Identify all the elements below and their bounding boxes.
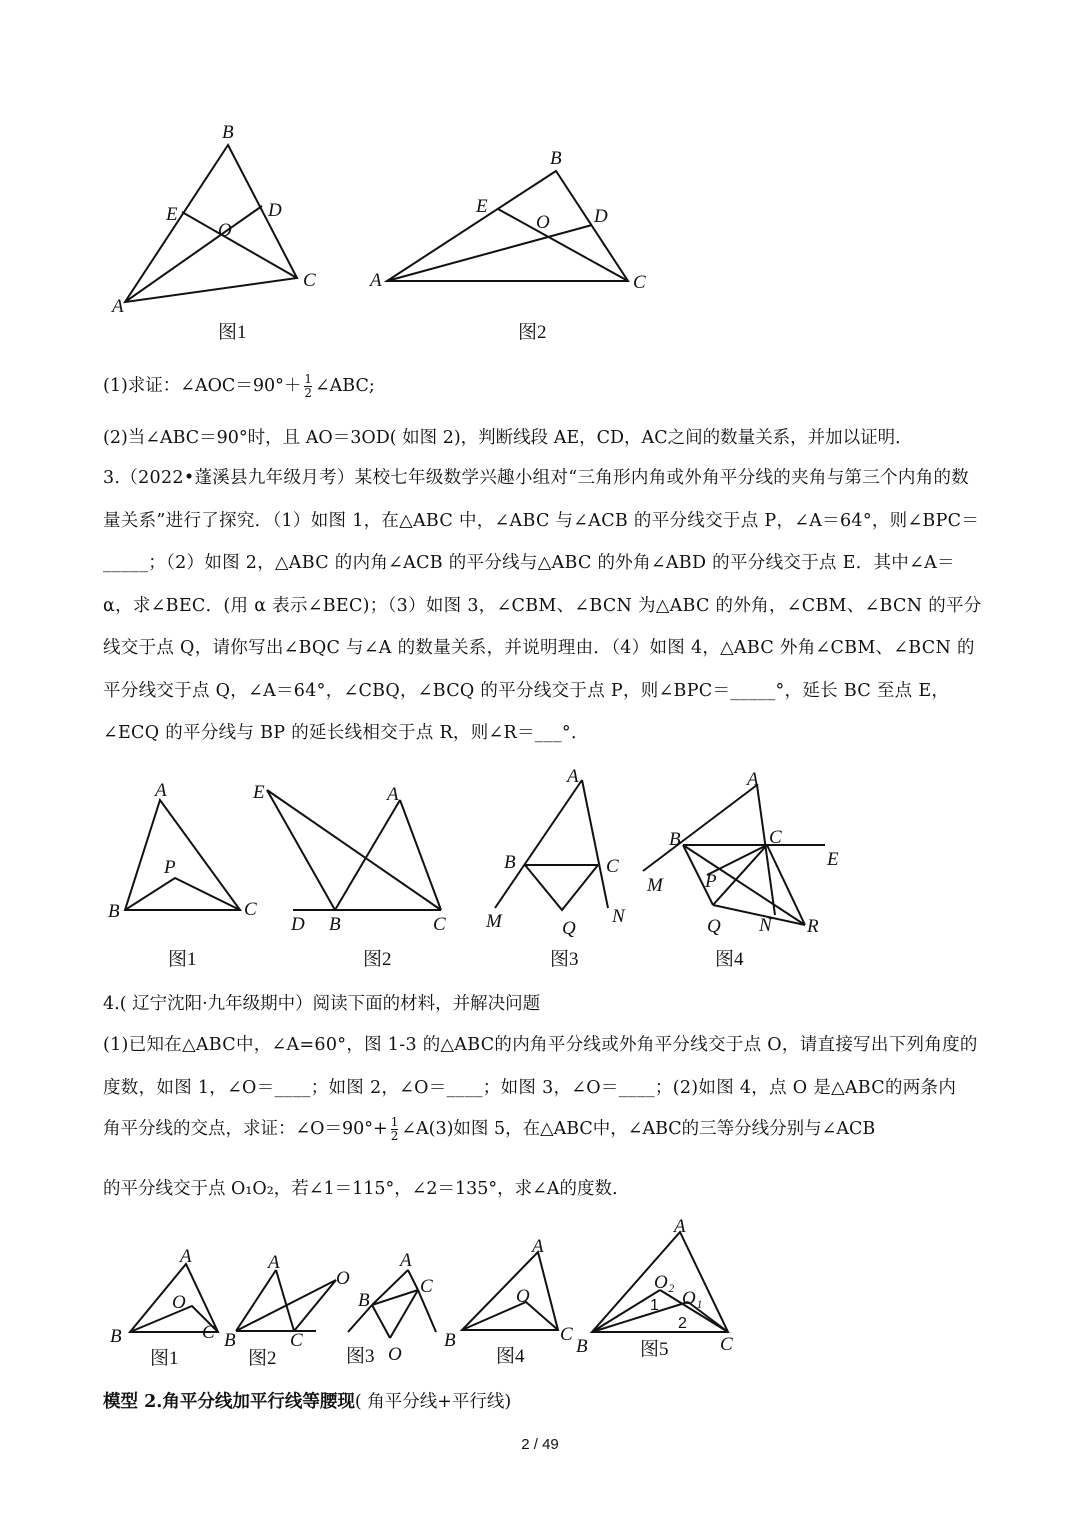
- label-b: B: [222, 122, 234, 143]
- line-q-c: [713, 845, 767, 905]
- triangle-abc: [125, 800, 240, 910]
- label-o2: O₂: [654, 1272, 675, 1293]
- label-a: A: [112, 296, 124, 317]
- bisectors-bqc: [525, 865, 598, 910]
- label-c: C: [433, 914, 446, 935]
- label-o: O: [536, 212, 550, 233]
- caption-fig2: 图2: [518, 322, 547, 343]
- figure-q4-4: [440, 1230, 585, 1375]
- figure-q4-5: [570, 1210, 755, 1375]
- caption-fig3: 图3: [550, 949, 579, 970]
- caption-fig1: 图1: [218, 322, 247, 343]
- figure-q3-3: [480, 760, 650, 975]
- fraction: [391, 1116, 399, 1143]
- label-d: D: [268, 200, 282, 221]
- label-o1: O₁: [682, 1288, 703, 1309]
- q2-part1: [103, 372, 375, 400]
- figure-q4-1: [100, 1240, 230, 1375]
- q4-body3: 的平分线交于点 O₁O₂，若∠1＝115°，∠2＝135°，求∠A的度数.: [103, 1179, 618, 1199]
- line-e-b: [267, 790, 335, 910]
- label-angle-2: 2: [678, 1315, 687, 1332]
- caption-fig4: 图4: [496, 1346, 525, 1367]
- label-d: D: [291, 914, 305, 935]
- caption-fig3: 图3: [346, 1346, 375, 1367]
- line-a-c: [276, 1270, 294, 1331]
- figure-top-1: [100, 110, 340, 350]
- line-a-d: [125, 206, 262, 302]
- label-a: A: [370, 270, 382, 291]
- label-b: B: [224, 1330, 236, 1351]
- label-o: O: [172, 1292, 186, 1313]
- label-e: E: [476, 196, 488, 217]
- label-a: A: [567, 766, 579, 787]
- q3-text: 3.（2022•蓬溪县九年级月考）某校七年级数学兴趣小组对“三角形内角或外角平分线的夹角与第三个内角的数量关系”进行了探究．（1）如图 1，在△ABC 中，∠ABC 与∠ACB 的平分线交于点 P，∠A＝64°，则∠BPC＝_____；（2）如图 2，△ABC 的内角∠ACB 的平分线与△ABC 的外角∠ABD 的平分线交于点 E．其中∠A＝α，求∠BEC．(用 α 表示∠BEC)；（3）如图 3，∠CBM、∠BCN 为△ABC 的外角，∠CBM、∠BCN 的平分线交于点 Q，请你写出∠BQC 与∠A 的数量关系，并说明理由．（4）如图 4，△ABC 外角∠CBM、∠BCN 的平分线交于点 Q，∠A＝64°，∠CBQ，∠BCQ 的平分线交于点 P，则∠BPC＝_____°，延长 BC 至点 E，∠ECQ 的平分线与 BP 的延长线相交于点 R，则∠R＝___°．: [103, 468, 982, 743]
- page-number: 2 / 49: [521, 1436, 559, 1453]
- label-b: B: [358, 1290, 370, 1311]
- label-b: B: [669, 829, 681, 850]
- q2-part1-suffix: ∠ABC;: [315, 376, 375, 396]
- label-b: B: [329, 914, 341, 935]
- label-c: C: [202, 1322, 215, 1343]
- label-c: C: [244, 899, 257, 920]
- line-a-d: [387, 225, 592, 281]
- label-n: N: [759, 915, 772, 936]
- label-n: N: [612, 906, 625, 927]
- label-a: A: [155, 780, 167, 801]
- label-o: O: [388, 1344, 402, 1365]
- label-e: E: [166, 204, 178, 225]
- label-c: C: [769, 827, 782, 848]
- q4-title: 4.( 辽宁沈阳·九年级期中）阅读下面的材料，并解决问题: [103, 994, 541, 1014]
- label-angle-1: 1: [650, 1297, 659, 1314]
- label-c: C: [633, 272, 646, 293]
- label-e: E: [827, 849, 839, 870]
- caption-fig5: 图5: [640, 1339, 669, 1360]
- label-d: D: [594, 206, 608, 227]
- label-c: C: [720, 1334, 733, 1355]
- q2-part1-prefix: (1)求证：∠AOC＝90°＋: [103, 376, 302, 396]
- label-o: O: [218, 220, 232, 241]
- model-heading-bold: 模型 2.角平分线加平行线等腰现: [103, 1392, 355, 1412]
- q4-body1: (1)已知在△ABC中，∠A=60°，图 1-3 的△ABC的内角平分线或外角平分线交于点 O，请直接写出下列角度的度数，如图 1，∠O＝____；如图 2，∠O＝____；如图 3，∠O＝____；(2)如图 4，点 O 是△ABC的两条内: [103, 1035, 978, 1098]
- fraction-numerator: 1: [304, 372, 312, 386]
- label-a: A: [532, 1236, 544, 1257]
- q4-body2-suffix: ∠A(3)如图 5，在△ABC中，∠ABC的三等分线分别与∠ACB: [401, 1119, 876, 1139]
- q2-part2: (2)当∠ABC＝90°时，且 AO＝3OD( 如图 2)，判断线段 AE，CD，AC之间的数量关系，并加以证明．: [103, 428, 913, 448]
- fraction-numerator: 1: [390, 1115, 399, 1129]
- label-r: R: [807, 916, 819, 937]
- label-a: A: [747, 769, 759, 790]
- label-c: C: [290, 1330, 303, 1351]
- model-heading-normal: ( 角平分线+平行线): [354, 1392, 512, 1412]
- label-c: C: [560, 1324, 573, 1345]
- fraction-denominator: 2: [390, 1129, 399, 1143]
- label-a: A: [400, 1250, 412, 1271]
- label-a: A: [674, 1216, 686, 1237]
- label-b: B: [108, 901, 120, 922]
- line-a-c: [400, 800, 441, 910]
- caption-fig4: 图4: [715, 949, 744, 970]
- caption-fig1: 图1: [168, 949, 197, 970]
- label-a: A: [180, 1246, 192, 1267]
- line-e-c: [267, 790, 441, 910]
- label-c: C: [606, 856, 619, 877]
- label-m: M: [647, 875, 663, 896]
- label-q: Q: [562, 918, 576, 939]
- line-o-c: [294, 1280, 336, 1331]
- line-a-c: [408, 1270, 418, 1290]
- label-b: B: [576, 1336, 588, 1357]
- figure-q4-3: [340, 1240, 450, 1375]
- label-q: Q: [707, 916, 721, 937]
- figure-top-2: [360, 140, 680, 350]
- model-heading: [103, 1388, 511, 1413]
- figure-q3-4: [635, 765, 860, 975]
- line-b-a: [335, 800, 400, 910]
- fraction-denominator: 2: [304, 386, 312, 400]
- label-b: B: [550, 148, 562, 169]
- label-m: M: [486, 911, 502, 932]
- label-b: B: [504, 852, 516, 873]
- label-a: A: [268, 1252, 280, 1273]
- label-p: P: [705, 871, 717, 892]
- caption-fig2: 图2: [248, 1348, 277, 1369]
- fraction: [304, 373, 312, 400]
- caption-fig1: 图1: [150, 1348, 179, 1369]
- triangle-abc: [125, 145, 297, 302]
- line-a-n: [582, 780, 608, 908]
- label-c: C: [303, 270, 316, 291]
- caption-fig2: 图2: [363, 949, 392, 970]
- q4-body2-prefix: 角平分线的交点，求证：∠O＝90°+: [103, 1119, 388, 1139]
- line-b-o: [236, 1280, 336, 1331]
- q4-body2: [103, 1115, 875, 1143]
- label-p: P: [164, 857, 176, 878]
- bisectors-bpc: [125, 878, 240, 910]
- label-c: C: [420, 1276, 433, 1297]
- label-b: B: [110, 1326, 122, 1347]
- line-b-o: [372, 1305, 390, 1338]
- label-a: A: [387, 784, 399, 805]
- label-e: E: [253, 782, 265, 803]
- label-b: B: [444, 1330, 456, 1351]
- figure-q3-2: [245, 780, 465, 975]
- line-m-a: [495, 780, 582, 908]
- label-o: O: [516, 1286, 530, 1307]
- label-o: O: [336, 1268, 350, 1289]
